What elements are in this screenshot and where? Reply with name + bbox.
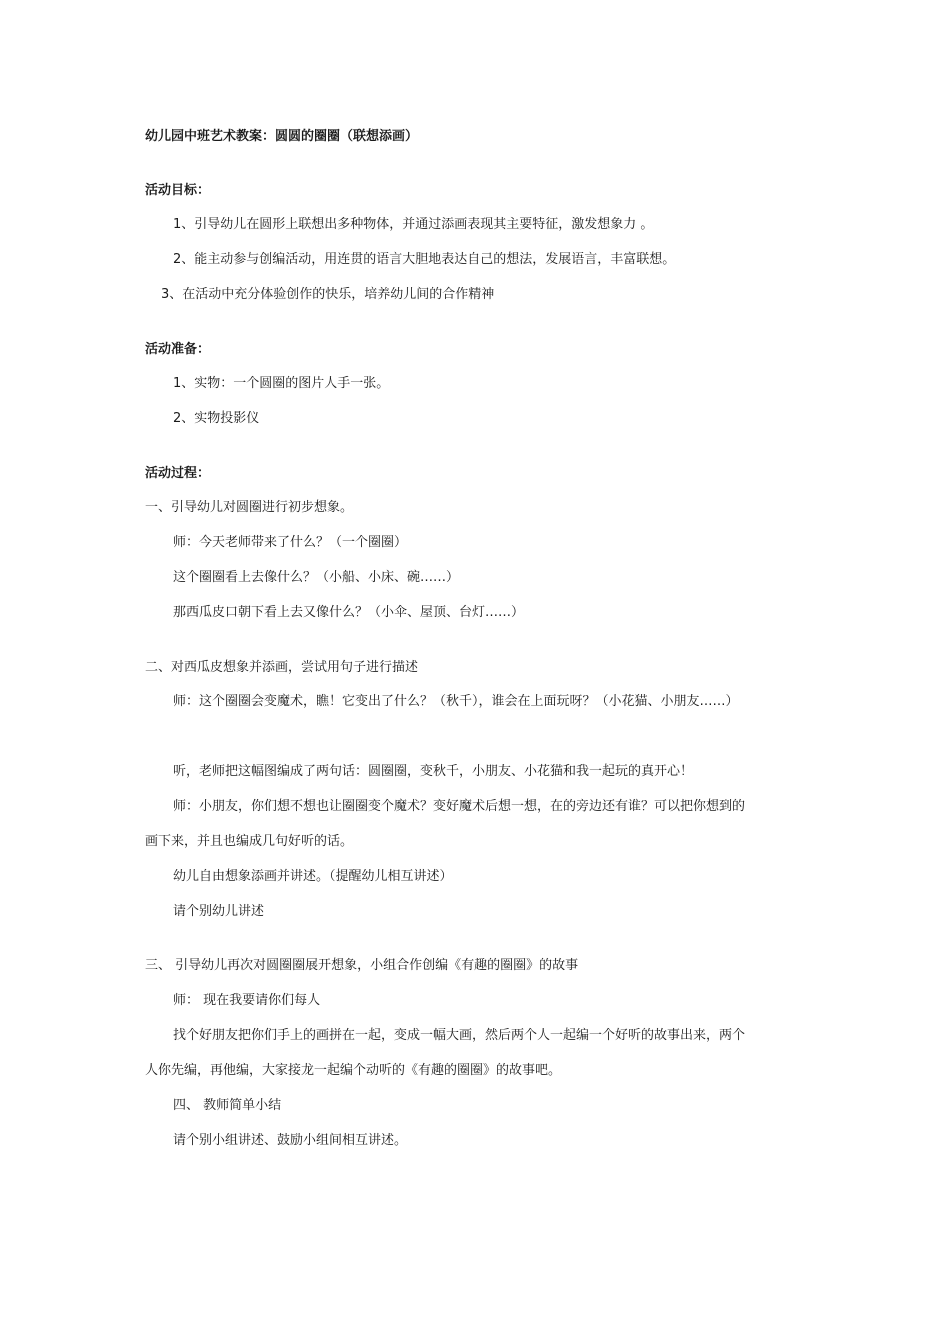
- goals-heading: 活动目标：: [145, 183, 211, 198]
- section-title: 四、 教师简单小结: [173, 1098, 282, 1113]
- section-line: 请个别小组讲述、鼓励小组间相互讲述。: [173, 1133, 408, 1148]
- preparation-item: 1、实物：一个圆圈的图片人手一张。: [173, 376, 390, 391]
- preparation-item: 2、实物投影仪: [173, 411, 260, 426]
- section-line: 这个圈圈看上去像什么？（小船、小床、碗……）: [173, 570, 460, 585]
- section-line: 人你先编，再他编，大家接龙一起编个动听的《有趣的圈圈》的故事吧。: [145, 1063, 562, 1078]
- section-line: 师：今天老师带来了什么？（一个圈圈）: [173, 535, 408, 550]
- section-line: 找个好朋友把你们手上的画拼在一起，变成一幅大画，然后两个人一起编一个好听的故事出来，两个: [173, 1028, 746, 1043]
- section-line: 听，老师把这幅图编成了两句话：圆圈圈，变秋千，小朋友、小花猫和我一起玩的真开心！: [173, 764, 694, 779]
- section-line: 幼儿自由想象添画并讲述。（提醒幼儿相互讲述）: [173, 869, 453, 884]
- section-line: 师： 现在我要请你们每人: [173, 993, 321, 1008]
- goal-item: 2、能主动参与创编活动，用连贯的语言大胆地表达自己的想法，发展语言，丰富联想。: [173, 252, 676, 267]
- section-line: 师：小朋友，你们想不想也让圈圈变个魔术？变好魔术后想一想，在的旁边还有谁？可以把你想到的: [173, 799, 746, 814]
- preparation-heading: 活动准备：: [145, 342, 211, 357]
- goal-item: 3、在活动中充分体验创作的快乐，培养幼儿间的合作精神: [161, 287, 495, 302]
- section-line: 请个别幼儿讲述: [173, 904, 265, 919]
- section-line: 那西瓜皮口朝下看上去又像什么？（小伞、屋顶、台灯……）: [173, 605, 525, 620]
- section-line: 画下来，并且也编成几句好听的话。: [145, 834, 354, 849]
- section-title: 三、 引导幼儿再次对圆圈圈展开想象，小组合作创编《有趣的圈圈》的故事: [145, 958, 579, 973]
- process-heading: 活动过程：: [145, 466, 211, 481]
- goal-item: 1、引导幼儿在圆形上联想出多种物体，并通过添画表现其主要特征，激发想象力 。: [173, 217, 654, 232]
- section-title: 二、对西瓜皮想象并添画，尝试用句子进行描述: [145, 660, 419, 675]
- section-title: 一、引导幼儿对圆圈进行初步想象。: [145, 500, 354, 515]
- section-line: 师：这个圈圈会变魔术，瞧！它变出了什么？（秋千），谁会在上面玩呀？（小花猫、小朋友……）: [173, 694, 739, 709]
- document-title: 幼儿园中班艺术教案：圆圆的圈圈（联想添画）: [145, 129, 419, 144]
